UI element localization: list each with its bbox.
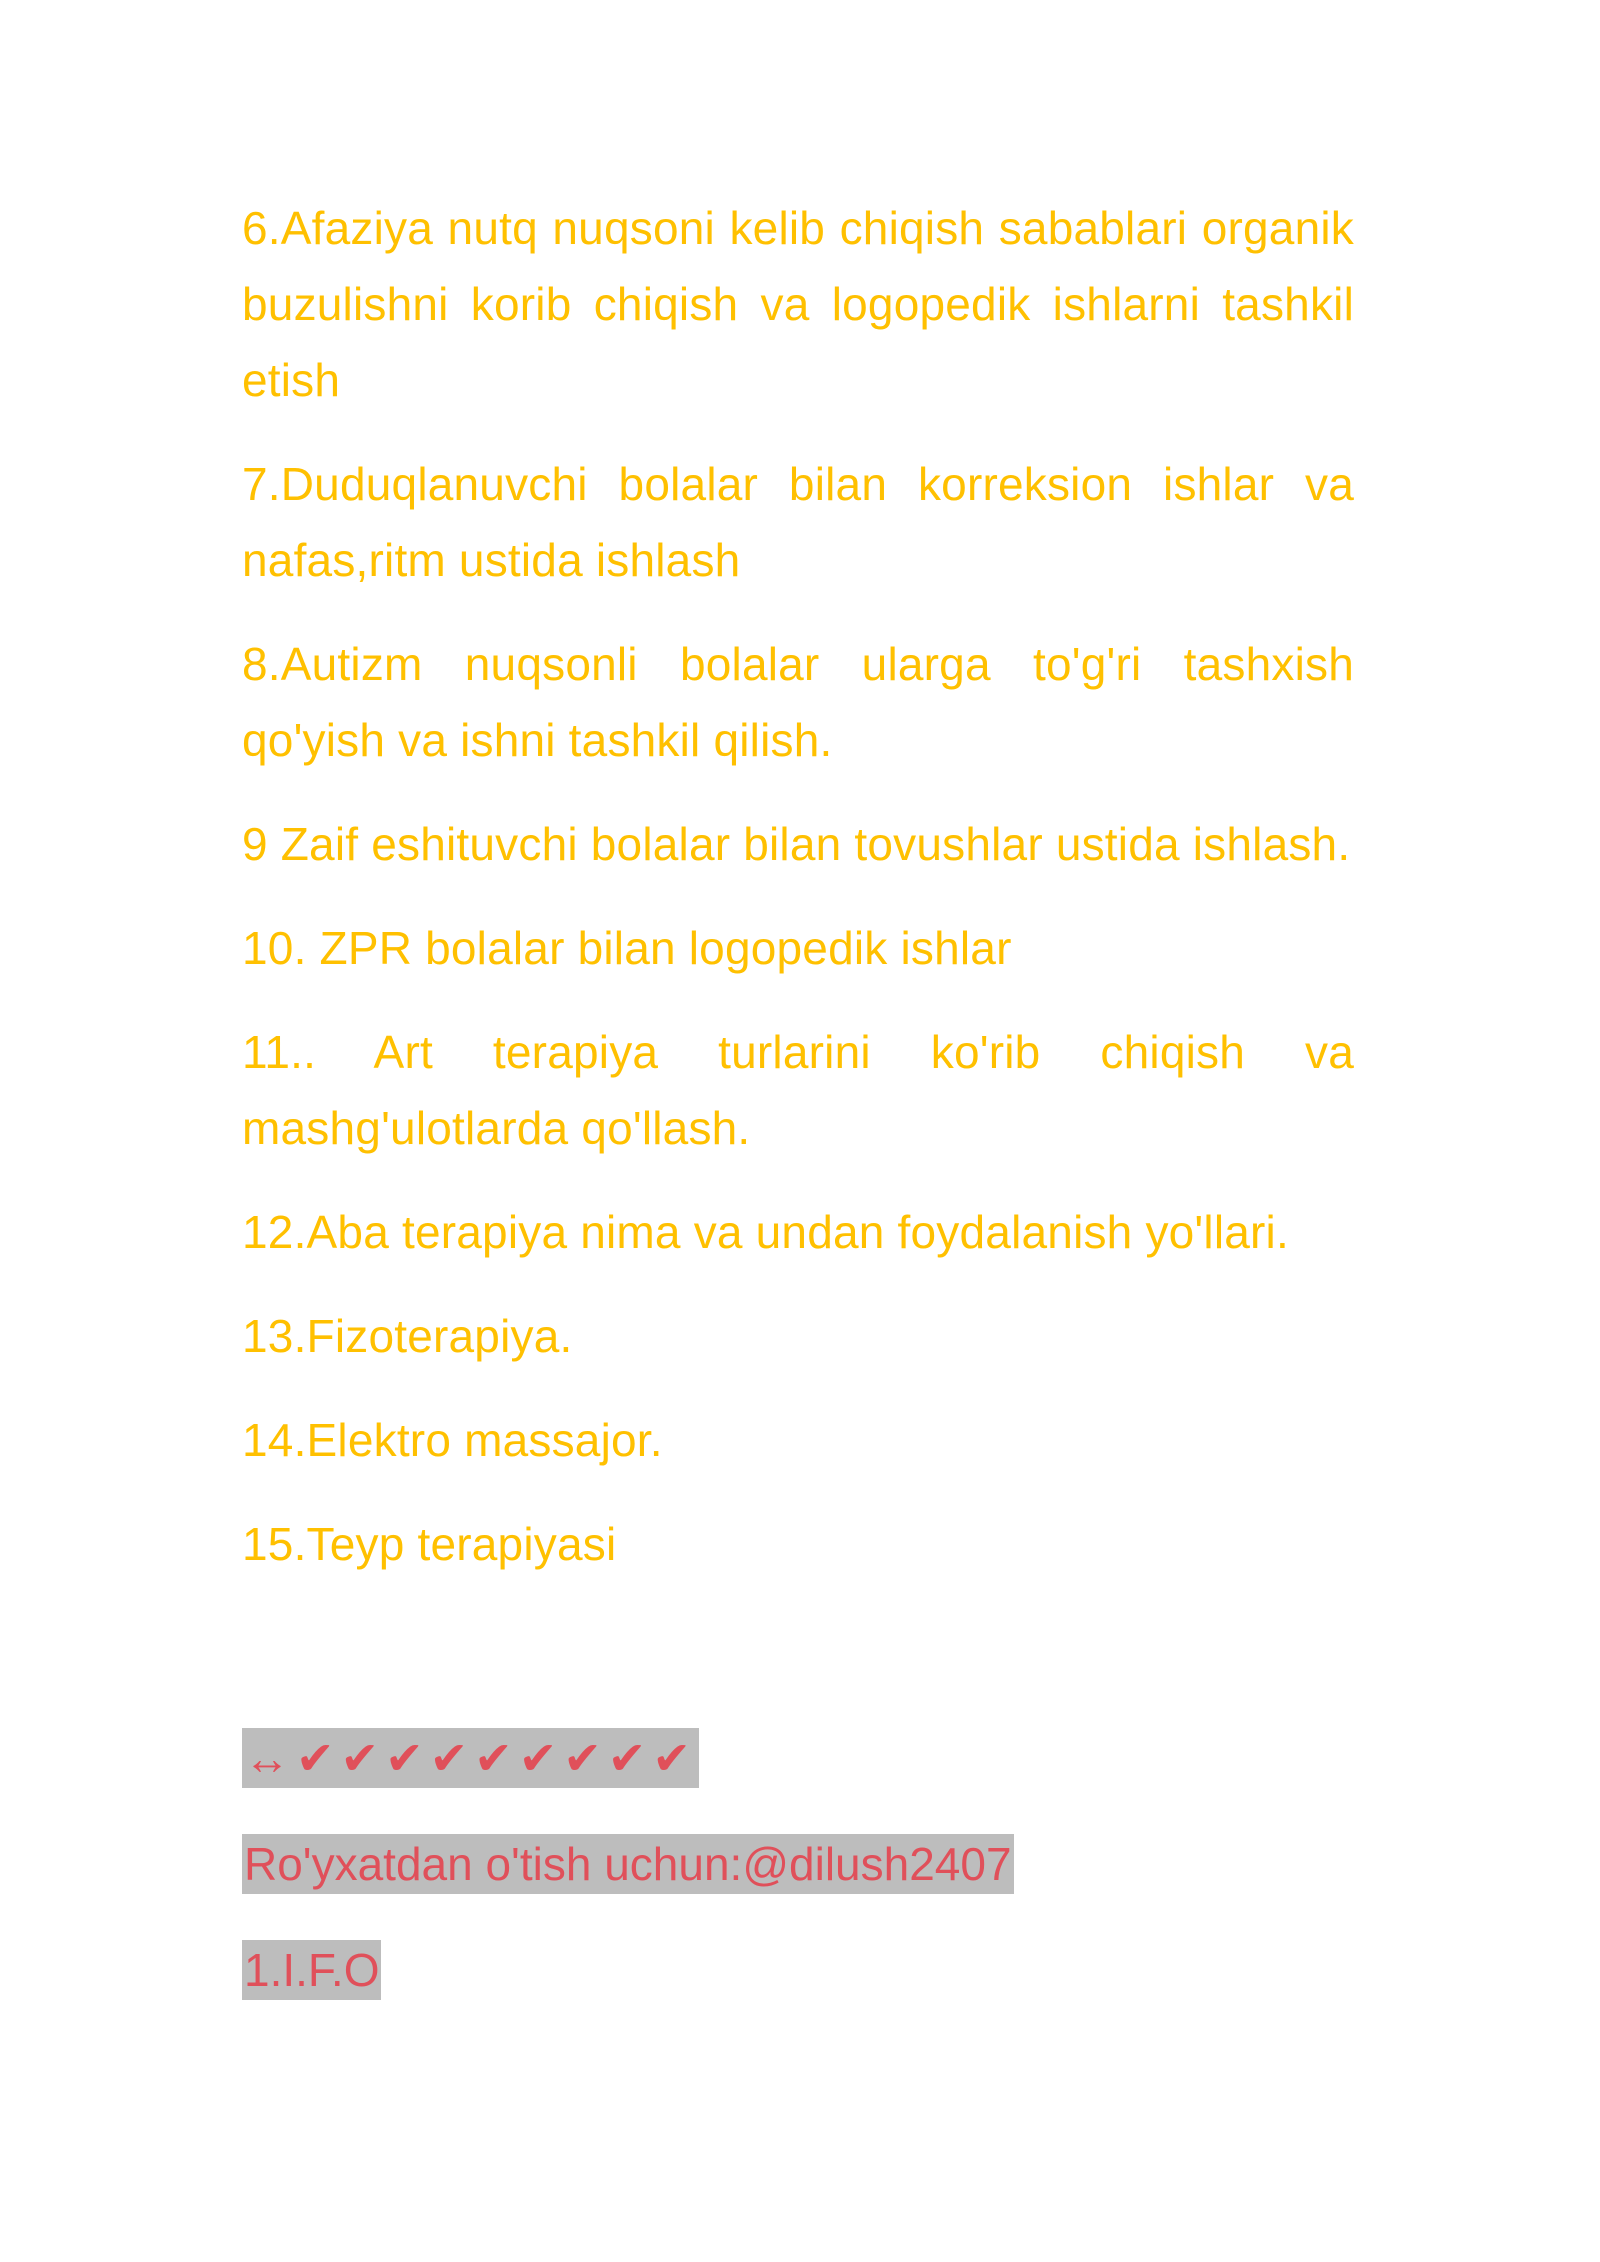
list-item-6: 6.Afaziya nutq nuqsoni kelib chiqish sabablari organik buzulishni korib chiqish va logopedik ishlarni tashkil etish (242, 202, 1354, 406)
list-item-14: 14.Elektro massajor. (242, 1414, 663, 1466)
document-content (242, 190, 1354, 2038)
form-field-line (242, 1932, 1354, 2008)
list-item-10: 10. ZPR bolalar bilan logopedik ishlar (242, 922, 1012, 974)
list-item-9: 9 Zaif eshituvchi bolalar bilan tovushlar ustida ishlash. (242, 818, 1351, 870)
section-spacer (242, 1610, 1354, 1720)
registration-text: Ro'yxatdan o'tish uchun:@dilush2407 (242, 1834, 1014, 1894)
checkmark-symbols: ↔✔✔✔✔✔✔✔✔✔ (242, 1728, 699, 1788)
checkmark-line (242, 1720, 1354, 1796)
list-item-12: 12.Aba terapiya nima va undan foydalanish yo'llari. (242, 1206, 1289, 1258)
list-item-11: 11.. Art terapiya turlarini ko'rib chiqish va mashg'ulotlarda qo'llash. (242, 1026, 1354, 1154)
registration-line (242, 1826, 1354, 1902)
list-item-13: 13.Fizoterapiya. (242, 1310, 573, 1362)
form-field-label: 1.I.F.O (242, 1940, 381, 2000)
list-item-7: 7.Duduqlanuvchi bolalar bilan korreksion ishlar va nafas,ritm ustida ishlash (242, 458, 1354, 586)
list-item-15: 15.Teyp terapiyasi (242, 1518, 617, 1570)
list-item-8: 8.Autizm nuqsonli bolalar ularga to'g'ri tashxish qo'yish va ishni tashkil qilish. (242, 638, 1354, 766)
